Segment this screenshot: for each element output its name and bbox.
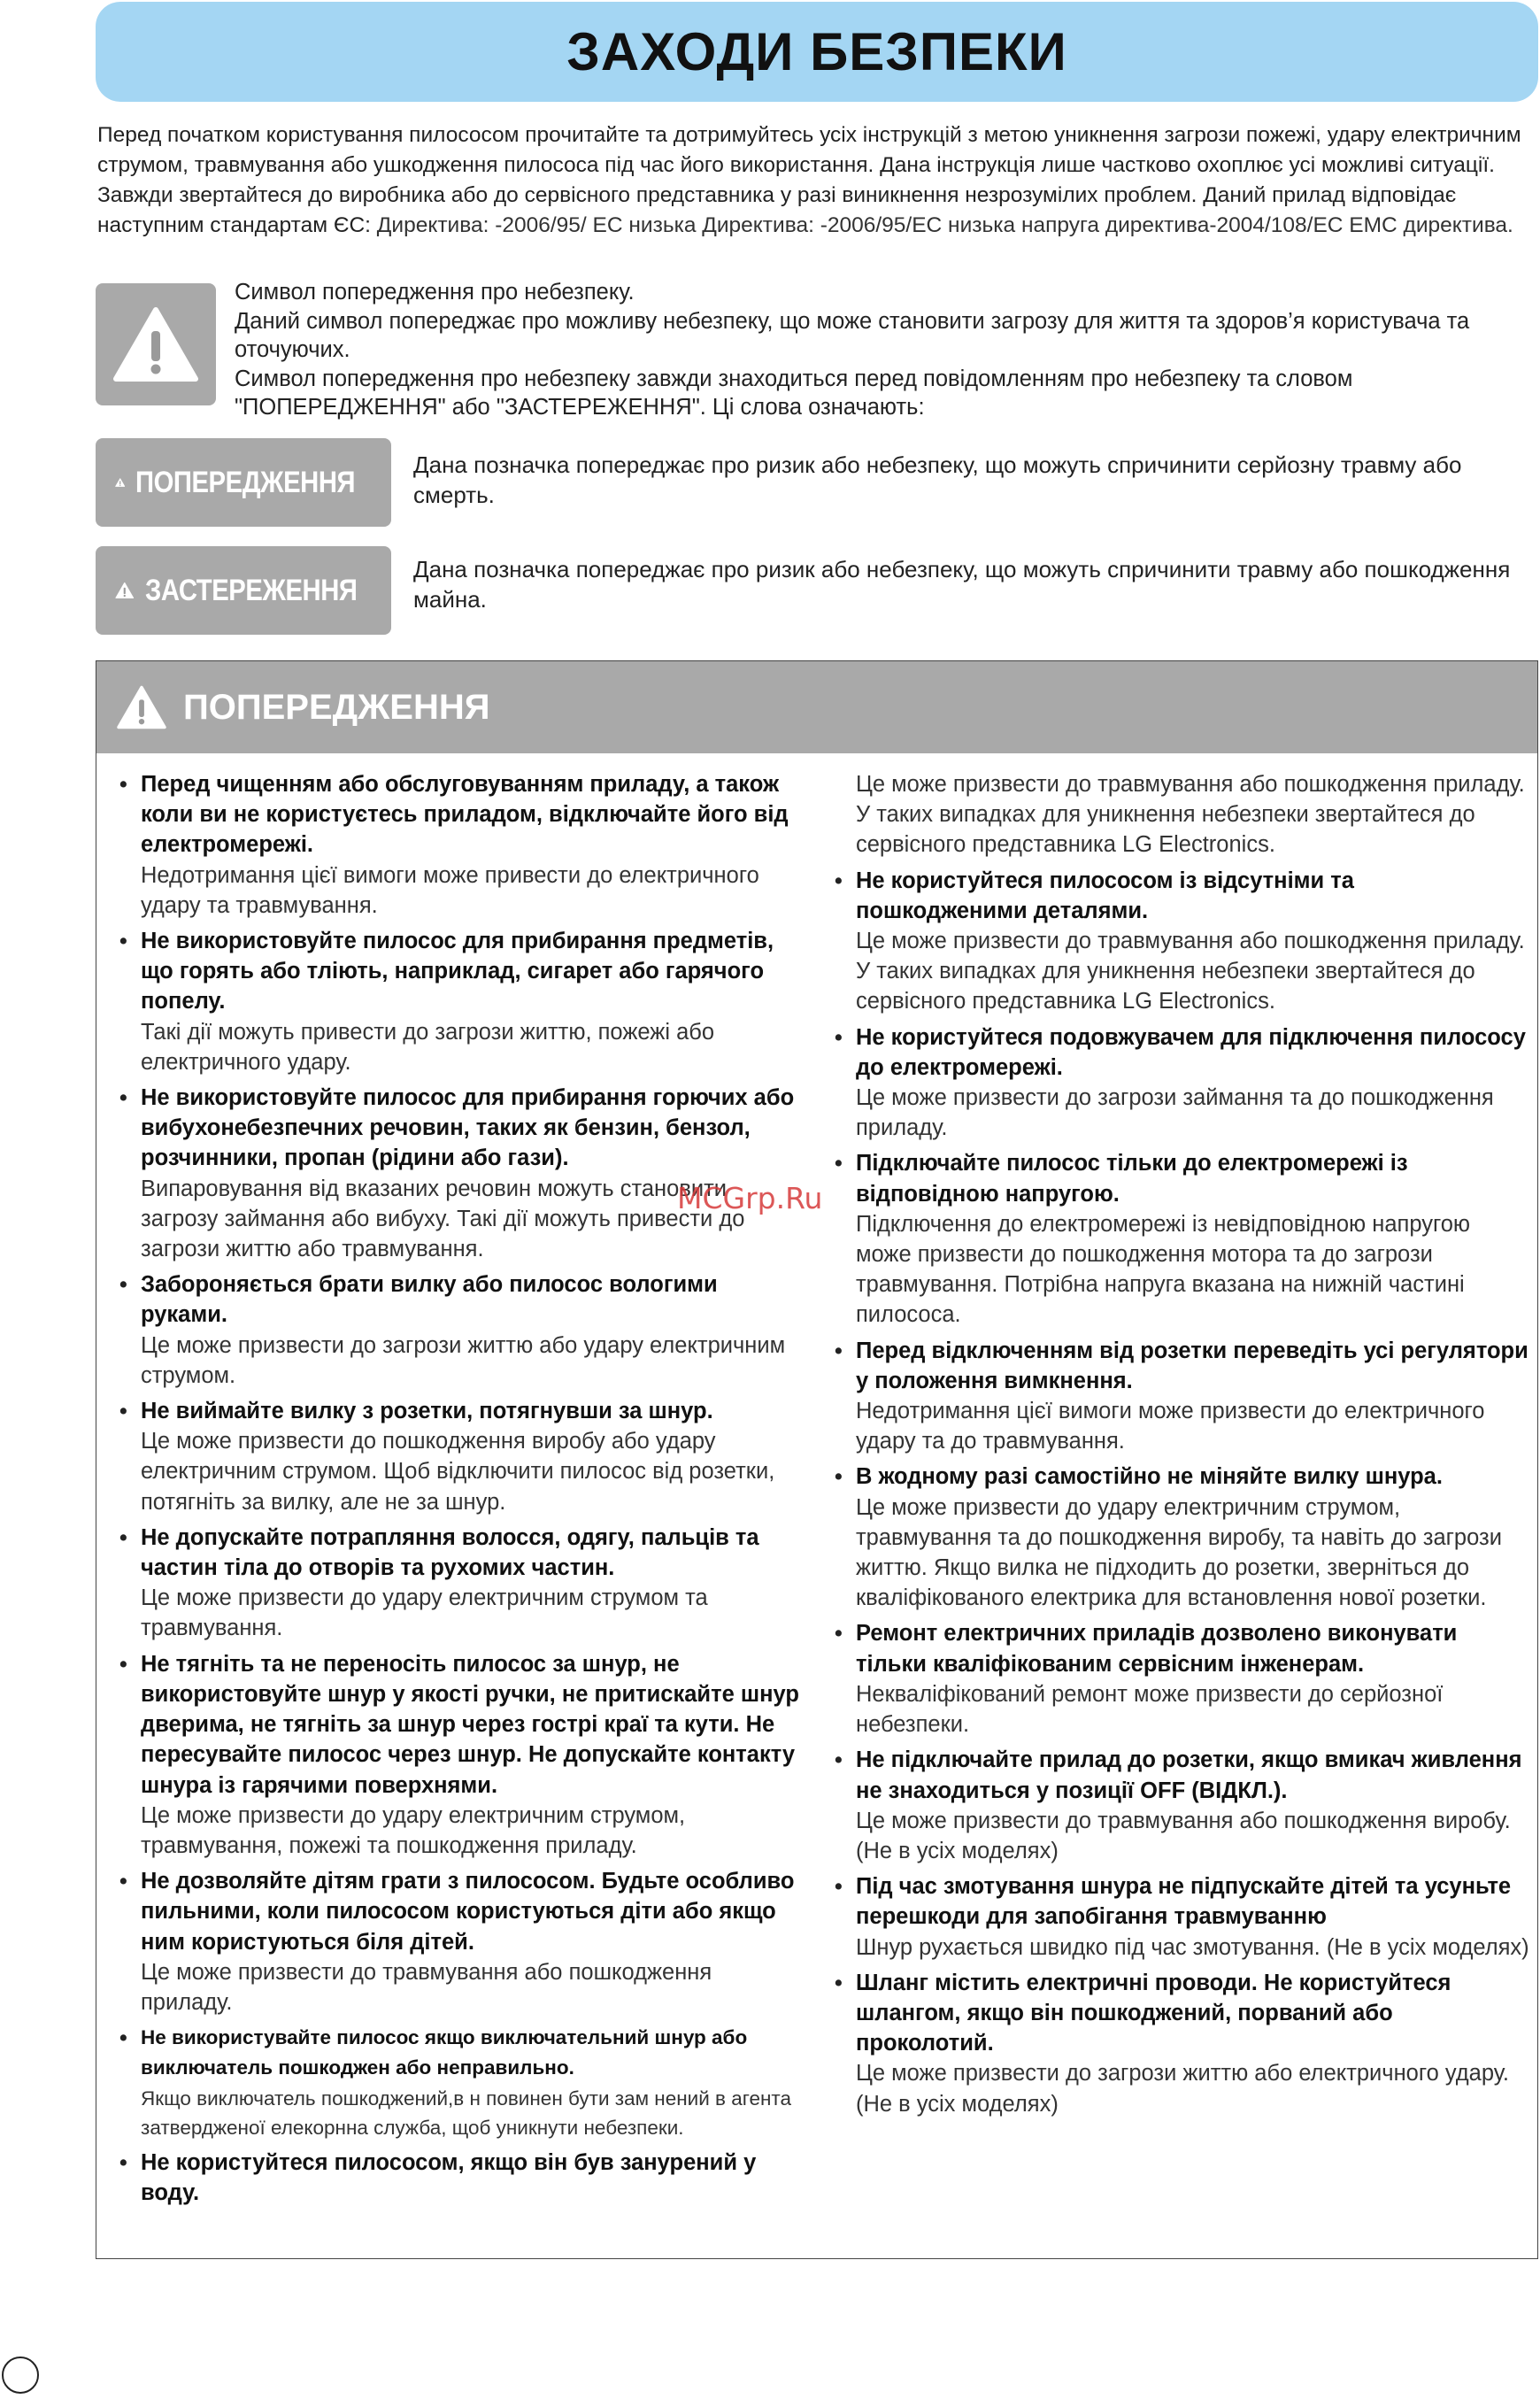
warning-item [116, 1269, 806, 1391]
warning-triangle-icon [115, 459, 125, 505]
bullet-icon: • [835, 1621, 843, 1647]
bullet-icon: • [119, 1869, 127, 1894]
bullet-icon: • [119, 929, 127, 954]
warning-item [116, 1649, 806, 1861]
warning-item [831, 1968, 1530, 2119]
warning-item [831, 1336, 1530, 1457]
warning-item-text: Це може призвести до загрози займання та до пошкодження приладу. [856, 1085, 1494, 1141]
warning-item-text: Це може призвести до травмування або пошкодження приладу. У таких випадках для уникнення небезпеки звертайтеся до сервісного представника LG Electronics. [856, 929, 1525, 1014]
warning-item-text: Це може призвести до загрози життю або електричного удару.(Не в усіх моделях) [856, 2061, 1509, 2117]
warning-item-title: Не користуйтеся пилососом, якщо він був занурений у воду. [141, 2149, 757, 2205]
warning-item [116, 1396, 806, 1517]
bullet-icon: • [119, 1524, 127, 1550]
warning-item [831, 1462, 1530, 1613]
bullet-icon: • [119, 772, 127, 797]
warning-item [831, 866, 1530, 1017]
page-title: ЗАХОДИ БЕЗПЕКИ [566, 22, 1067, 81]
bullet-icon: • [835, 1874, 843, 1900]
warning-item [116, 2148, 806, 2208]
bullet-icon: • [119, 2025, 127, 2051]
warning-item [831, 1745, 1530, 1866]
warning-item [831, 1618, 1530, 1739]
bullet-icon: • [835, 868, 843, 893]
warnings-panel [96, 660, 1538, 2259]
warning-item [116, 1523, 806, 1644]
warning-item-title: Не користуйтеся пилососом із відсутніми та пошкодженими деталями. [856, 868, 1354, 923]
warning-symbol [96, 283, 216, 405]
page-number-circle [2, 2357, 39, 2394]
warning-item-title: Забороняється брати вилку або пилосос вологими руками. [141, 1272, 718, 1328]
warning-label-badge [96, 438, 391, 527]
bullet-icon: • [835, 1464, 843, 1490]
warning-triangle-icon [115, 567, 135, 613]
symbol-line-2: Даний символ попереджає про можливу небезпеку, що може становити загрозу для життя та здоров’я користувача та оточуючих. [235, 308, 1470, 362]
title-banner [96, 2, 1538, 102]
warning-item-text: Підключення до електромережі із невідповідною напругою може призвести до пошкодження мотора та до загрози травмування. Потрібна напруга вказана на нижній частині пилососа. [856, 1211, 1471, 1328]
warning-label-description: Дана позначка попереджає про ризик або небезпеку, що можуть спричинити серйозну травму або смерть. [413, 451, 1462, 508]
symbol-line-3: Символ попередження про небезпеку завжди знаходиться перед повідомленням про небезпеку та словом "ПОПЕРЕДЖЕННЯ" або "ЗАСТЕРЕЖЕННЯ". Ці слова означають: [235, 366, 1353, 420]
warning-item [116, 1866, 806, 2017]
warning-item-text: Це може призвести до травмування або пошкодження виробу.(Не в усіх моделях) [856, 1808, 1511, 1863]
bullet-icon: • [835, 1747, 843, 1773]
warnings-right-column [831, 769, 1530, 2125]
warning-triangle-icon [116, 684, 167, 730]
warning-item-title: Не користуйтеся подовжувачем для підключення пилососу до електромережі. [856, 1024, 1526, 1080]
warning-item-title: Не тягніть та не переносіть пилосос за шнур, не використовуйте шнур у якості ручки, не притискайте шнур дверима, не тягніть за шнур через гострі краї та кути. Не пересувайте пилосос через шнур. Не допускайте контакту шнура із гарячими поверхнями. [141, 1651, 799, 1798]
warning-item-text: Це може призвести до пошкодження виробу або удару електричним струмом. Щоб відключити пилосос від розетки, потягніть за вилку, але не за шнур. [141, 1429, 775, 1515]
warning-item-text: Це може призвести до удару електричним струмом, травмування та до пошкодження виробу, та навіть до загрози життю. Якщо вилка не підходить до розетки, зверніться до кваліфікованого електрика для встановлення нової розетки. [856, 1494, 1502, 1611]
warning-label-text: ПОПЕРЕДЖЕННЯ [135, 465, 356, 499]
bullet-icon: • [119, 1085, 127, 1111]
warnings-header-text: ПОПЕРЕДЖЕННЯ [183, 687, 490, 727]
intro-text: Перед початком користування пилососом прочитайте та дотримуйтесь усіх інструкцій з метою уникнення загрози пожежі, удару електричним струмом, травмування або ушкодження пилососа під час його використання. Дана інструкція лише частково охоплює усі можливі ситуації. Завжди звертайтеся до виробника або до сервісного представника у разі виникнення незрозумілих проблем. Даний прилад відповідає наступним стандартам ЄС: [97, 123, 1521, 237]
warning-item-title: Підключайте пилосос тільки до електромережі із відповідною напругою. [856, 1151, 1408, 1207]
warnings-left-column [116, 769, 806, 2213]
warning-item-text: Це може призвести до удару електричним струмом, травмування, пожежі та пошкодження приладу. [141, 1802, 686, 1858]
warning-item-text: Шнур рухається швидко під час змотування. (Не в усіх моделях) [856, 1934, 1529, 1960]
watermark: MCGrp.Ru [677, 1181, 823, 1215]
warning-triangle-icon [112, 305, 200, 384]
warning-item-title: Не використувайте пилосос якщо виключательний шнур або виключатель пошкоджен або неправильно. [141, 2026, 748, 2079]
bullet-icon: • [119, 1272, 127, 1298]
bullet-icon: • [119, 1399, 127, 1424]
warnings-header [96, 661, 1537, 753]
warning-item-title: Не дозволяйте дітям грати з пилососом. Будьте особливо пильними, коли пилососом користуються діти або якщо ним користуються біля дітей. [141, 1869, 795, 1955]
bullet-icon: • [835, 1024, 843, 1050]
caution-label-text: ЗАСТЕРЕЖЕННЯ [144, 573, 358, 607]
warning-item-title: Не підключайте прилад до розетки, якщо вмикач живлення не знаходиться у позиції OFF (ВІДКЛ.). [856, 1747, 1522, 1803]
warning-item-title: Під час змотування шнура не підпускайте дітей та усуньте перешкоди для запобігання травмуванню [856, 1874, 1512, 1930]
warning-item-text: Недотримання цієї вимоги може призвести до електричного удару та до травмування. [856, 1399, 1485, 1454]
warning-item-text: Це може призвести до загрози життю або удару електричним струмом. [141, 1332, 786, 1388]
intro-paragraph [97, 120, 1535, 241]
bullet-icon: • [119, 1651, 127, 1677]
warning-item [116, 1083, 806, 1264]
bullet-icon: • [119, 2149, 127, 2175]
bullet-icon: • [835, 1970, 843, 1995]
warning-item [831, 1022, 1530, 1144]
bullet-icon: • [835, 1151, 843, 1176]
warning-item-text: Некваліфікований ремонт може призвести до серйозної небезпеки. [856, 1681, 1444, 1738]
warning-item-title: Перед відключенням від розетки переведіть усі регулятори у положення вимкнення. [856, 1338, 1528, 1393]
warning-item [831, 1871, 1530, 1963]
warning-item-text: Це може призвести до травмування або пошкодження приладу. [141, 1959, 712, 2015]
warning-item-text: Випаровування від вказаних речовин можуть становити загрозу займання або вибуху. Такі дії можуть привести до загрози життю або травмування. [141, 1176, 745, 1262]
warning-item-title: Не використовуйте пилосос для прибирання предметів, що горять або тліють, наприклад, сигарет або гарячого попелу. [141, 929, 774, 1014]
warning-item-text: Це може призвести до удару електричним струмом та травмування. [141, 1585, 708, 1641]
warning-item-title: В жодному разі самостійно не міняйте вилку шнура. [856, 1464, 1443, 1490]
continued-text: Це може призвести до травмування або пошкодження приладу. У таких випадках для уникнення небезпеки звертайтеся до сервісного представника LG Electronics. [856, 772, 1525, 858]
symbol-line-1: Символ попередження про небезпеку. [235, 280, 635, 305]
bullet-icon: • [835, 1338, 843, 1363]
caution-label-badge [96, 546, 391, 635]
symbol-explanation [235, 278, 1537, 422]
warning-item [116, 2023, 806, 2141]
warning-item [116, 769, 806, 921]
warning-item-text: Недотримання цієї вимоги може привести до електричного удару та травмування. [141, 862, 759, 918]
warning-item [116, 926, 806, 1077]
warning-item-title: Не виймайте вилку з розетки, потягнувши за шнур. [141, 1399, 713, 1424]
warning-item-title: Не використовуйте пилосос для прибирання горючих або вибухонебезпечних речовин, таких як бензин, бензол, розчинники, пропан (рідини або гази). [141, 1085, 795, 1171]
caution-label-description: Дана позначка попереджає про ризик або небезпеку, що можуть спричинити травму або пошкодження майна. [413, 556, 1511, 613]
warning-item [831, 1148, 1530, 1330]
warning-item-title: Перед чищенням або обслуговуванням приладу, а також коли ви не користуєтесь приладом, відключайте його від електромережі. [141, 772, 789, 858]
warning-item-title: Ремонт електричних приладів дозволено виконувати тільки кваліфікованим сервісним інженерам. [856, 1621, 1458, 1677]
warning-item-text: Такі дії можуть привести до загрози життю, пожежі або електричного удару. [141, 1019, 715, 1075]
warning-item-title: Не допускайте потрапляння волосся, одягу, пальців та частин тіла до отворів та рухомих частин. [141, 1524, 759, 1581]
intro-directive: Директива: -2006/95/ ЕС низька Директива: -2006/95/ЕС низька напруга директива-2004/108/ЕС ЕМС директива. [370, 213, 1513, 237]
warning-item-title: Шланг містить електричні проводи. Не користуйтеся шлангом, якщо він пошкоджений, порваний або проколотий. [856, 1970, 1451, 2056]
warning-item-text: Якщо виключатель пошкоджений,в н повинен бути зам нений в агента затвердженої елекорнна служба, щоб уникнути небезпеки. [141, 2087, 791, 2139]
